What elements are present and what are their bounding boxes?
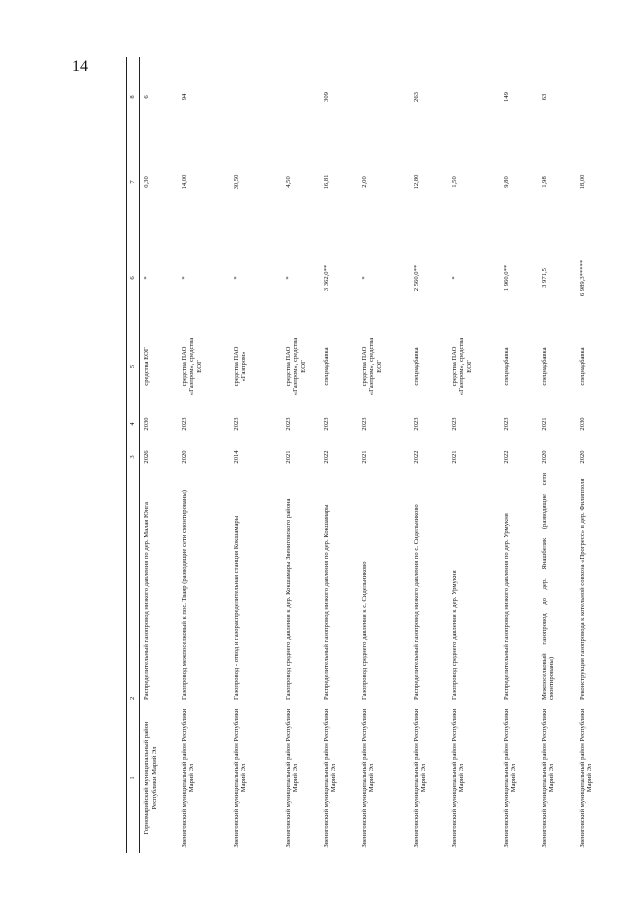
column-header-5: 5 — [127, 329, 140, 404]
column-header-7: 7 — [127, 137, 140, 227]
table-cell-col-7: 1,50 — [450, 176, 458, 188]
table-cell-col-3: 2026 — [143, 450, 150, 464]
table-cell-col-7: 16,81 — [322, 174, 330, 190]
table-cell-col-3: 2021 — [360, 450, 368, 464]
table-row — [538, 57, 576, 853]
table-cell-col-3: 2022 — [502, 450, 510, 464]
table-cell-col-2: Газопровод межпоселковый к пос. Тваяр (разводящие сети смонтированы) — [180, 490, 188, 700]
table-cell-col-8: 63 — [540, 93, 548, 101]
column-header-8: 8 — [127, 57, 140, 137]
table-cell-col-1: Звениговский муниципальный район Республики Марий Эл — [540, 708, 556, 848]
table-cell-col-2: Газопровод среднего давления к с. Сидельниково — [360, 561, 368, 700]
table-cell-col-6: * — [180, 276, 188, 280]
table-cell-col-5: спецнадбавка — [502, 347, 510, 386]
table-cell-col-5: средства ПАО «Газпром», средства ЕОГ — [450, 337, 474, 396]
table-cell-col-4: 2023 — [450, 417, 458, 431]
table-row — [282, 57, 320, 853]
table-cell-col-8 — [358, 57, 410, 137]
table-cell-col-7: 12,80 — [412, 174, 420, 190]
table-cell-col-1: Звениговский муниципальный район Республики Марий Эл — [232, 708, 248, 848]
table-cell-col-1: Горномарийский муниципальный район Республики Марий Эл — [143, 721, 158, 835]
table-cell-col-4: 2023 — [412, 417, 420, 431]
table-cell-col-5: спецнадбавка — [578, 347, 586, 386]
table-cell-col-3: 2021 — [284, 450, 292, 464]
table-row — [358, 57, 410, 853]
table-cell-col-2: Газопровод - отвод и газораспределительная станция Кокшамары — [232, 515, 240, 700]
table-cell-col-8 — [448, 57, 500, 137]
table-cell-col-4: 2030 — [578, 417, 586, 431]
table-cell-col-2: Распределительный газопровод низкого давления по дер. Кокшамары — [322, 504, 330, 700]
table-cell-col-8 — [230, 57, 282, 137]
table-cell-col-2: Распределительный газопровод низкого давления по с. Сидельниково — [412, 504, 420, 700]
table-cell-col-4: 2023 — [232, 417, 240, 431]
table-cell-col-7: 14,00 — [180, 174, 188, 190]
table-row — [230, 57, 282, 853]
table-cell-col-8 — [282, 57, 320, 137]
table-cell-col-5: средства ПАО «Газпром», средства ЕОГ — [284, 337, 308, 396]
table-cell-col-4: 2023 — [180, 417, 188, 431]
table-cell-col-8 — [576, 57, 614, 137]
table-row — [448, 57, 500, 853]
table-cell-col-6: * — [232, 276, 240, 280]
table-cell-col-4: 2023 — [322, 417, 330, 431]
table-row — [410, 57, 448, 853]
table-cell-col-1: Звениговский муниципальный район Республики Марий Эл — [360, 708, 376, 848]
table-cell-col-5: средства ЕОГ — [143, 347, 150, 386]
table-cell-col-8: 94 — [180, 93, 188, 101]
column-header-3: 3 — [127, 444, 140, 470]
table-cell-col-7: 9,80 — [502, 176, 510, 188]
table-cell-col-1: Звениговский муниципальный район Республики Марий Эл — [502, 708, 518, 848]
table-cell-col-8: 309 — [322, 92, 330, 102]
table-cell-col-6: 1 960,0** — [502, 264, 510, 292]
table-row — [500, 57, 538, 853]
table-cell-col-6: 3 362,0** — [322, 264, 330, 292]
table-cell-col-2: Распределительный газопровод низкого давления по дер. Малая Юнга — [143, 502, 150, 700]
table-cell-col-2: Межпоселковый газопровод до дер. Янашбеляк (разводящие сети смонтированы) — [540, 473, 556, 700]
table-cell-col-3: 2020 — [540, 450, 548, 464]
table-cell-col-7: 18,00 — [578, 174, 586, 190]
table-cell-col-6: * — [450, 276, 458, 280]
table-row — [320, 57, 358, 853]
table-cell-col-3: 2020 — [578, 450, 586, 464]
table-cell-col-4: 2021 — [540, 417, 548, 431]
table-cell-col-5: спецнадбавка — [322, 347, 330, 386]
table-cell-col-8: 149 — [502, 92, 510, 102]
table-cell-col-4: 2023 — [360, 417, 368, 431]
column-header-4: 4 — [127, 404, 140, 444]
table-cell-col-7: 4,50 — [284, 176, 292, 188]
table-cell-col-8: 6 — [143, 95, 150, 99]
table-cell-col-5: спецнадбавка — [540, 347, 548, 386]
table-cell-col-3: 2021 — [450, 450, 458, 464]
table-body — [140, 57, 614, 853]
table-cell-col-2: Газопровод среднего давления к дер. Кокшамары Звениговского района — [284, 498, 292, 700]
table-cell-col-3: 2014 — [232, 450, 240, 464]
table-cell-col-5: средства ПАО «Газпром», средства ЕОГ — [180, 337, 204, 396]
table-cell-col-2: Реконструкция газопровода к котельной совхоза «Прогресс» в дер. Филипполя — [578, 478, 586, 700]
column-header-2: 2 — [127, 470, 140, 703]
table-cell-col-6: * — [284, 276, 292, 280]
table-cell-col-5: средства ПАО «Газпром» — [232, 346, 248, 387]
table-cell-col-6: 6 989,3***** — [578, 259, 586, 297]
table-row — [178, 57, 230, 853]
table-cell-col-1: Звениговский муниципальный район Республики Марий Эл — [578, 708, 594, 848]
table-cell-col-6: 2 560,0** — [412, 264, 420, 292]
table-cell-col-2: Газопровод среднего давления к дер. Урмукня — [450, 570, 458, 700]
table-cell-col-2: Распределительный газопровод низкого давления по дер. Урмукня — [502, 513, 510, 700]
table-cell-col-7: 0,30 — [143, 176, 150, 188]
table-cell-col-8: 263 — [412, 92, 420, 102]
table-cell-col-5: спецнадбавка — [412, 347, 420, 386]
table-cell-col-3: 2020 — [180, 450, 188, 464]
column-header-6: 6 — [127, 227, 140, 329]
table-cell-col-7: 30,50 — [232, 174, 240, 190]
table-row — [140, 57, 178, 853]
table-cell-col-6: 3 971,5 — [540, 268, 548, 288]
table-cell-col-6: * — [360, 276, 368, 280]
table-cell-col-1: Звениговский муниципальный район Республики Марий Эл — [322, 708, 338, 848]
table-cell-col-6: * — [143, 276, 150, 280]
table-cell-col-1: Звениговский муниципальный район Республики Марий Эл — [450, 708, 466, 848]
table-cell-col-1: Звениговский муниципальный район Республики Марий Эл — [180, 708, 196, 848]
table-cell-col-5: средства ПАО «Газпром», средства ЕОГ — [360, 337, 384, 396]
table-cell-col-3: 2022 — [322, 450, 330, 464]
table-cell-col-1: Звениговский муниципальный район Республики Марий Эл — [412, 708, 428, 848]
page-number: 14 — [72, 58, 88, 75]
column-header-1: 1 — [127, 703, 140, 853]
table-cell-col-7: 1,98 — [540, 176, 548, 188]
table-header-row — [127, 57, 140, 853]
rotated-table-container — [126, 57, 602, 853]
table-cell-col-4: 2023 — [502, 417, 510, 431]
table-cell-col-3: 2022 — [412, 450, 420, 464]
table-cell-col-4: 2023 — [284, 417, 292, 431]
gasification-table — [126, 57, 614, 853]
table-cell-col-4: 2030 — [143, 417, 150, 431]
table-row — [576, 57, 614, 853]
table-cell-col-7: 2,00 — [360, 176, 368, 188]
table-cell-col-1: Звениговский муниципальный район Республики Марий Эл — [284, 708, 300, 848]
